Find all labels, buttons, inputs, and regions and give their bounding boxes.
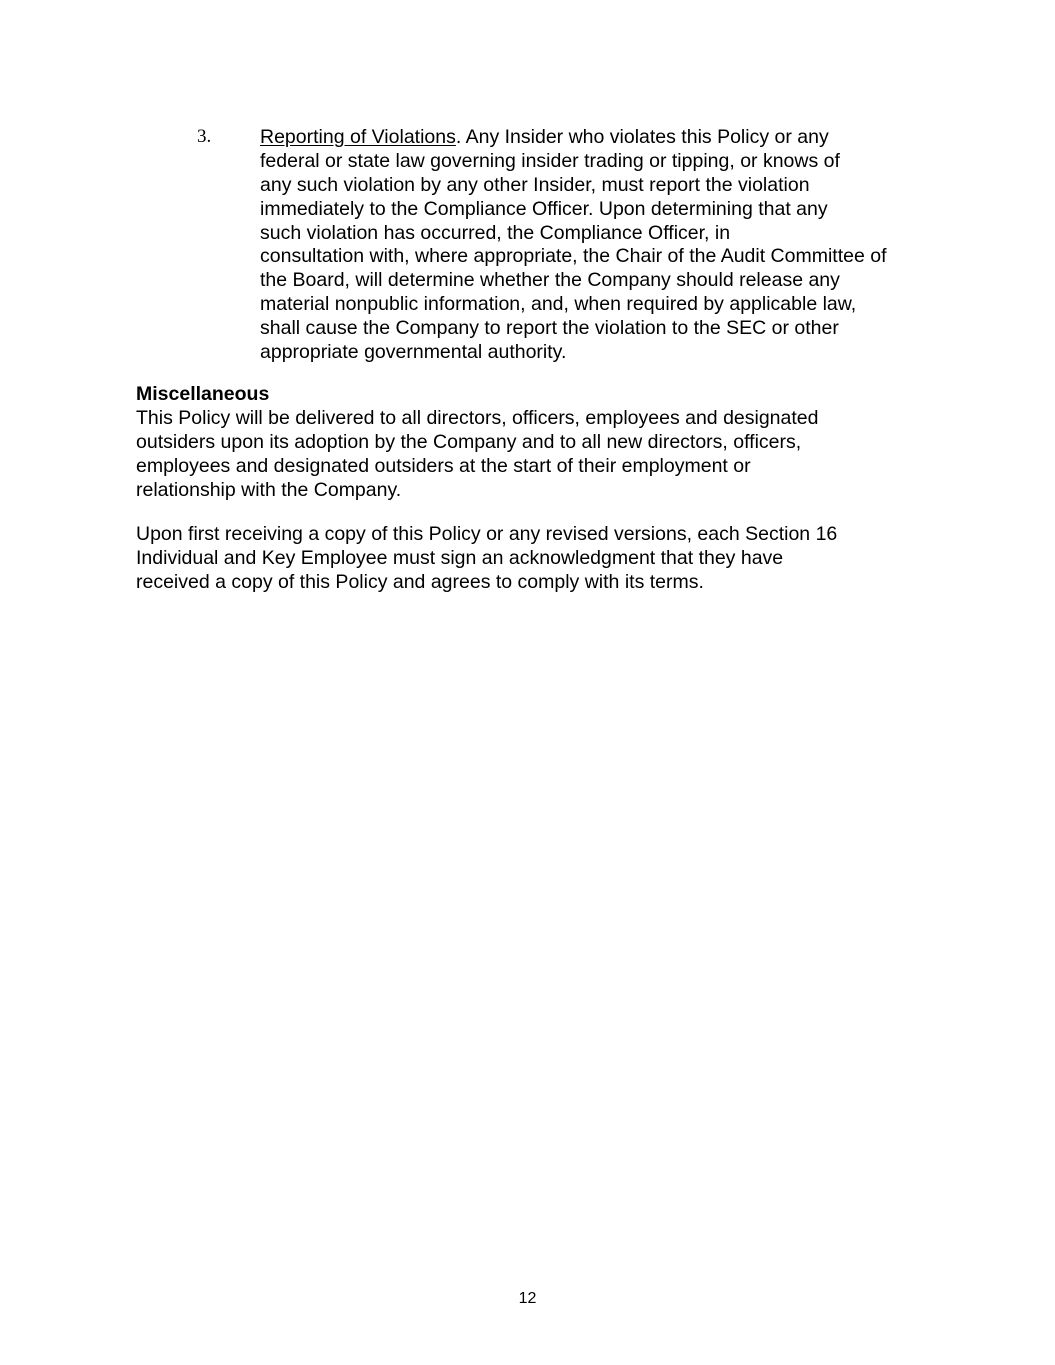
section-line: immediately to the Compliance Officer. Upon determining that any [260,198,828,220]
paragraph-line: Upon first receiving a copy of this Policy or any revised versions, each Section 16 [136,523,838,545]
section-line: material nonpublic information, and, when required by applicable law, [260,293,857,315]
section-line: the Board, will determine whether the Company should release any [260,269,840,291]
section-title: Reporting of Violations [260,126,456,148]
page-number: 12 [518,1290,537,1307]
paragraph-line: Individual and Key Employee must sign an acknowledgment that they have [136,547,784,569]
paragraph-line: employees and designated outsiders at the start of their employment or [136,455,751,477]
section-number: 3. [197,126,212,147]
section-line: federal or state law governing insider trading or tipping, or knows of [260,150,840,172]
section-line: shall cause the Company to report the violation to the SEC or other [260,317,839,339]
section-line: appropriate governmental authority. [260,341,567,363]
paragraph-line: This Policy will be delivered to all directors, officers, employees and designated [136,407,819,429]
miscellaneous-heading: Miscellaneous [136,383,270,405]
section-first-line [260,125,829,149]
section-first-line-text: . Any Insider who violates this Policy or any [455,126,829,148]
section-line: such violation has occurred, the Compliance Officer, in [260,222,731,244]
paragraph-line: received a copy of this Policy and agrees to comply with its terms. [136,571,704,593]
paragraph-line: outsiders upon its adoption by the Company and to all new directors, officers, [136,431,802,453]
section-line: consultation with, where appropriate, the Chair of the Audit Committee of [260,245,887,267]
paragraph-line: relationship with the Company. [136,479,402,501]
section-line: any such violation by any other Insider, must report the violation [260,174,810,196]
